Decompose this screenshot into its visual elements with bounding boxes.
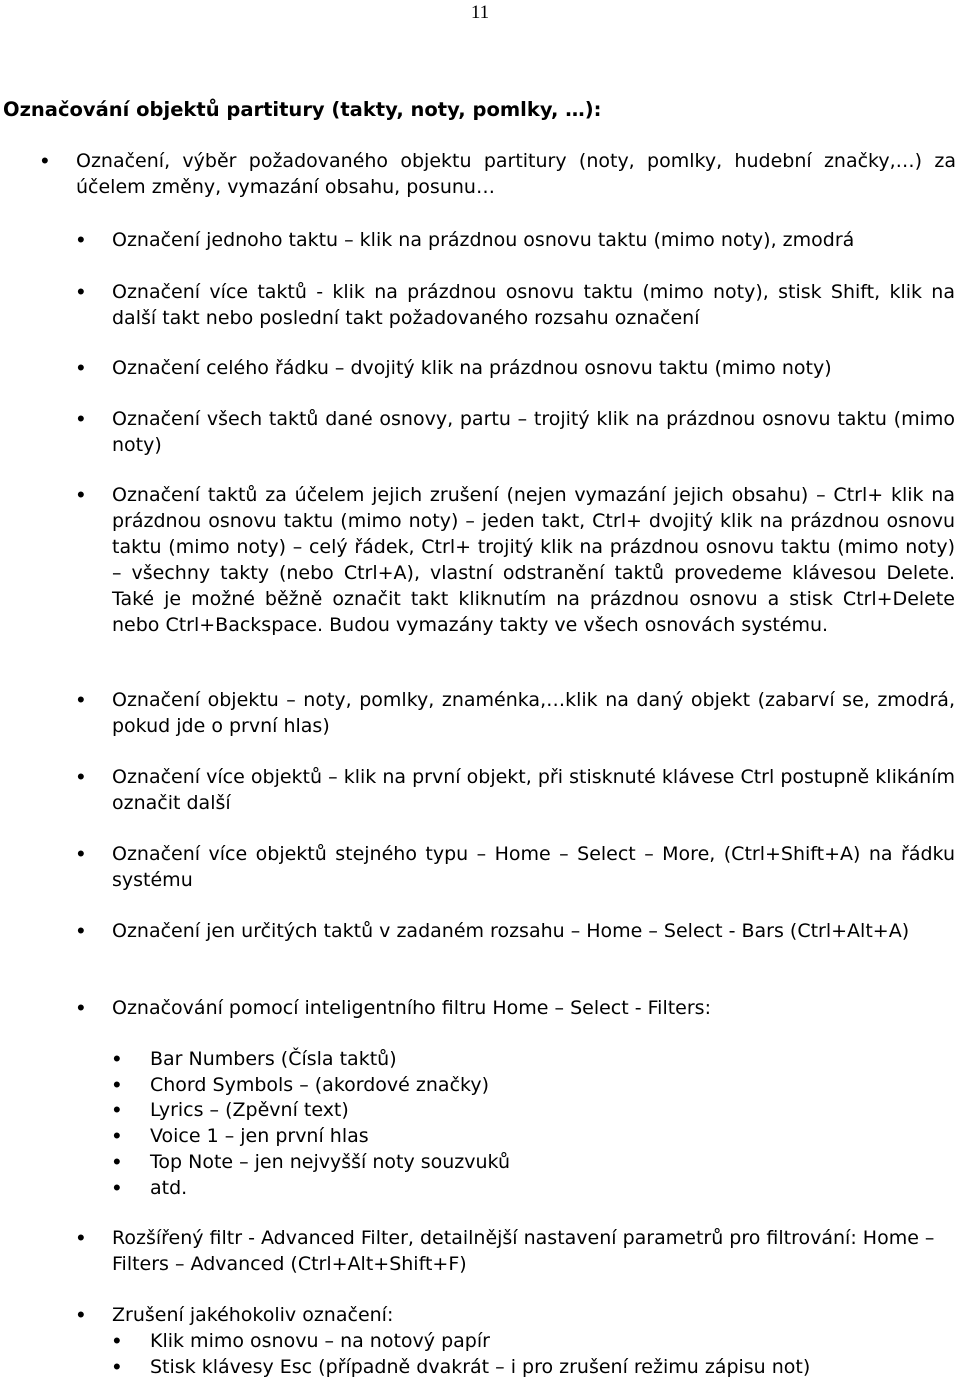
list-item-selection-intro: • Označení, výběr požadovaného objektu partitury (noty, pomlky, hudební značky,…) za účelem změny, vymazání obsahu, posunu… bbox=[76, 148, 956, 200]
list-item-all-bars-of-staff: • Označení všech taktů dané osnovy, partu – trojitý klik na prázdnou osnovu taktu (mimo noty) bbox=[112, 406, 955, 458]
list-item-multiple-bars: • Označení více taktů - klik na prázdnou osnovu taktu (mimo noty), stisk Shift, klik na další takt nebo poslední takt požadovaného rozsahu označení bbox=[112, 279, 955, 331]
list-item-filters: • Označování pomocí inteligentního filtru Home – Select - Filters: bbox=[112, 995, 955, 1021]
filter-item-bar-numbers: • Bar Numbers (Čísla taktů) bbox=[150, 1046, 955, 1072]
page-number: 11 bbox=[470, 2, 490, 23]
list-item-cancel-selection: • Zrušení jakéhokoliv označení: bbox=[112, 1302, 955, 1328]
list-item-same-type-objects: • Označení více objektů stejného typu – Home – Select – More, (Ctrl+Shift+A) na řádku systému bbox=[112, 841, 955, 893]
list-item-whole-row: • Označení celého řádku – dvojitý klik na prázdnou osnovu taktu (mimo noty) bbox=[112, 355, 955, 381]
section-heading: Označování objektů partitury (takty, noty, pomlky, …): bbox=[3, 98, 602, 121]
filter-item-lyrics: • Lyrics – (Zpěvní text) bbox=[150, 1097, 955, 1123]
filter-item-top-note: • Top Note – jen nejvyšší noty souzvuků bbox=[150, 1149, 955, 1175]
list-item-bar-range: • Označení jen určitých taktů v zadaném rozsahu – Home – Select - Bars (Ctrl+Alt+A) bbox=[112, 918, 955, 944]
filter-item-chord-symbols: • Chord Symbols – (akordové značky) bbox=[150, 1072, 955, 1098]
list-item-advanced-filter: • Rozšířený filtr - Advanced Filter, detailnější nastavení parametrů pro filtrování: Home – Filters – Advanced (Ctrl+Alt+Shift+F) bbox=[112, 1225, 955, 1277]
list-item-multiple-objects: • Označení více objektů – klik na první objekt, při stisknuté klávese Ctrl postupně klikáním označit další bbox=[112, 764, 955, 816]
cancel-item-click-outside: • Klik mimo osnovu – na notový papír bbox=[150, 1328, 955, 1354]
filter-item-etc: • atd. bbox=[150, 1175, 955, 1201]
list-item-bars-for-deletion: • Označení taktů za účelem jejich zrušení (nejen vymazání jejich obsahu) – Ctrl+ klik na prázdnou osnovu taktu (mimo noty) – jeden takt, Ctrl+ dvojitý klik na prázdnou osnovu taktu (mimo noty) – celý řádek, Ctrl+ trojitý klik na prázdnou osnovu taktu (mimo noty) – všechny takty (nebo Ctrl+A), vlastní odstranění taktů provedeme klávesou Delete. Také je možné běžně označit takt kliknutím na prázdnou osnovu a stisk Ctrl+Delete nebo Ctrl+Backspace. Budou vymazány takty ve všech osnovách systému. bbox=[112, 482, 955, 638]
list-item-single-object: • Označení objektu – noty, pomlky, znaménka,…klik na daný objekt (zabarví se, zmodrá, pokud jde o první hlas) bbox=[112, 687, 955, 739]
cancel-item-esc-key: • Stisk klávesy Esc (případně dvakrát – i pro zrušení režimu zápisu not) bbox=[150, 1354, 955, 1380]
list-item-single-bar: • Označení jednoho taktu – klik na prázdnou osnovu taktu (mimo noty), zmodrá bbox=[112, 227, 955, 253]
filter-item-voice-1: • Voice 1 – jen první hlas bbox=[150, 1123, 955, 1149]
